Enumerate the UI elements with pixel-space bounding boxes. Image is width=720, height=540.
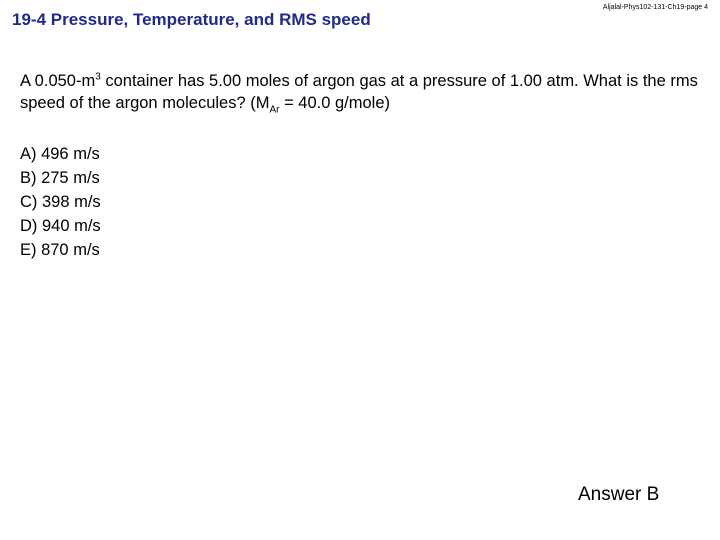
answer-choices [20,142,101,262]
choice-b: B) 275 m/s [20,169,100,187]
question-text-part-2: container has 5.00 moles of argon gas at a pressure of 1.00 atm. What is the rms speed of the argon molecules? (M [20,72,698,112]
choice-d: D) 940 m/s [20,217,101,235]
choice-e: E) 870 m/s [20,241,100,259]
choice-a: A) 496 m/s [20,145,100,163]
page-reference: Aljalal-Phys102-131-Ch19-page 4 [602,4,708,11]
question-text-part-1: A 0.050-m [20,72,96,90]
slide-title: 19-4 Pressure, Temperature, and RMS speed [12,10,371,29]
question-text [20,70,700,114]
molar-mass-subscript: Ar [269,104,280,116]
answer-text: Answer B [578,484,660,505]
unit-exponent: 3 [95,71,101,83]
choice-c: C) 398 m/s [20,193,101,211]
question-text-part-3: = 40.0 g/mole) [279,94,391,112]
